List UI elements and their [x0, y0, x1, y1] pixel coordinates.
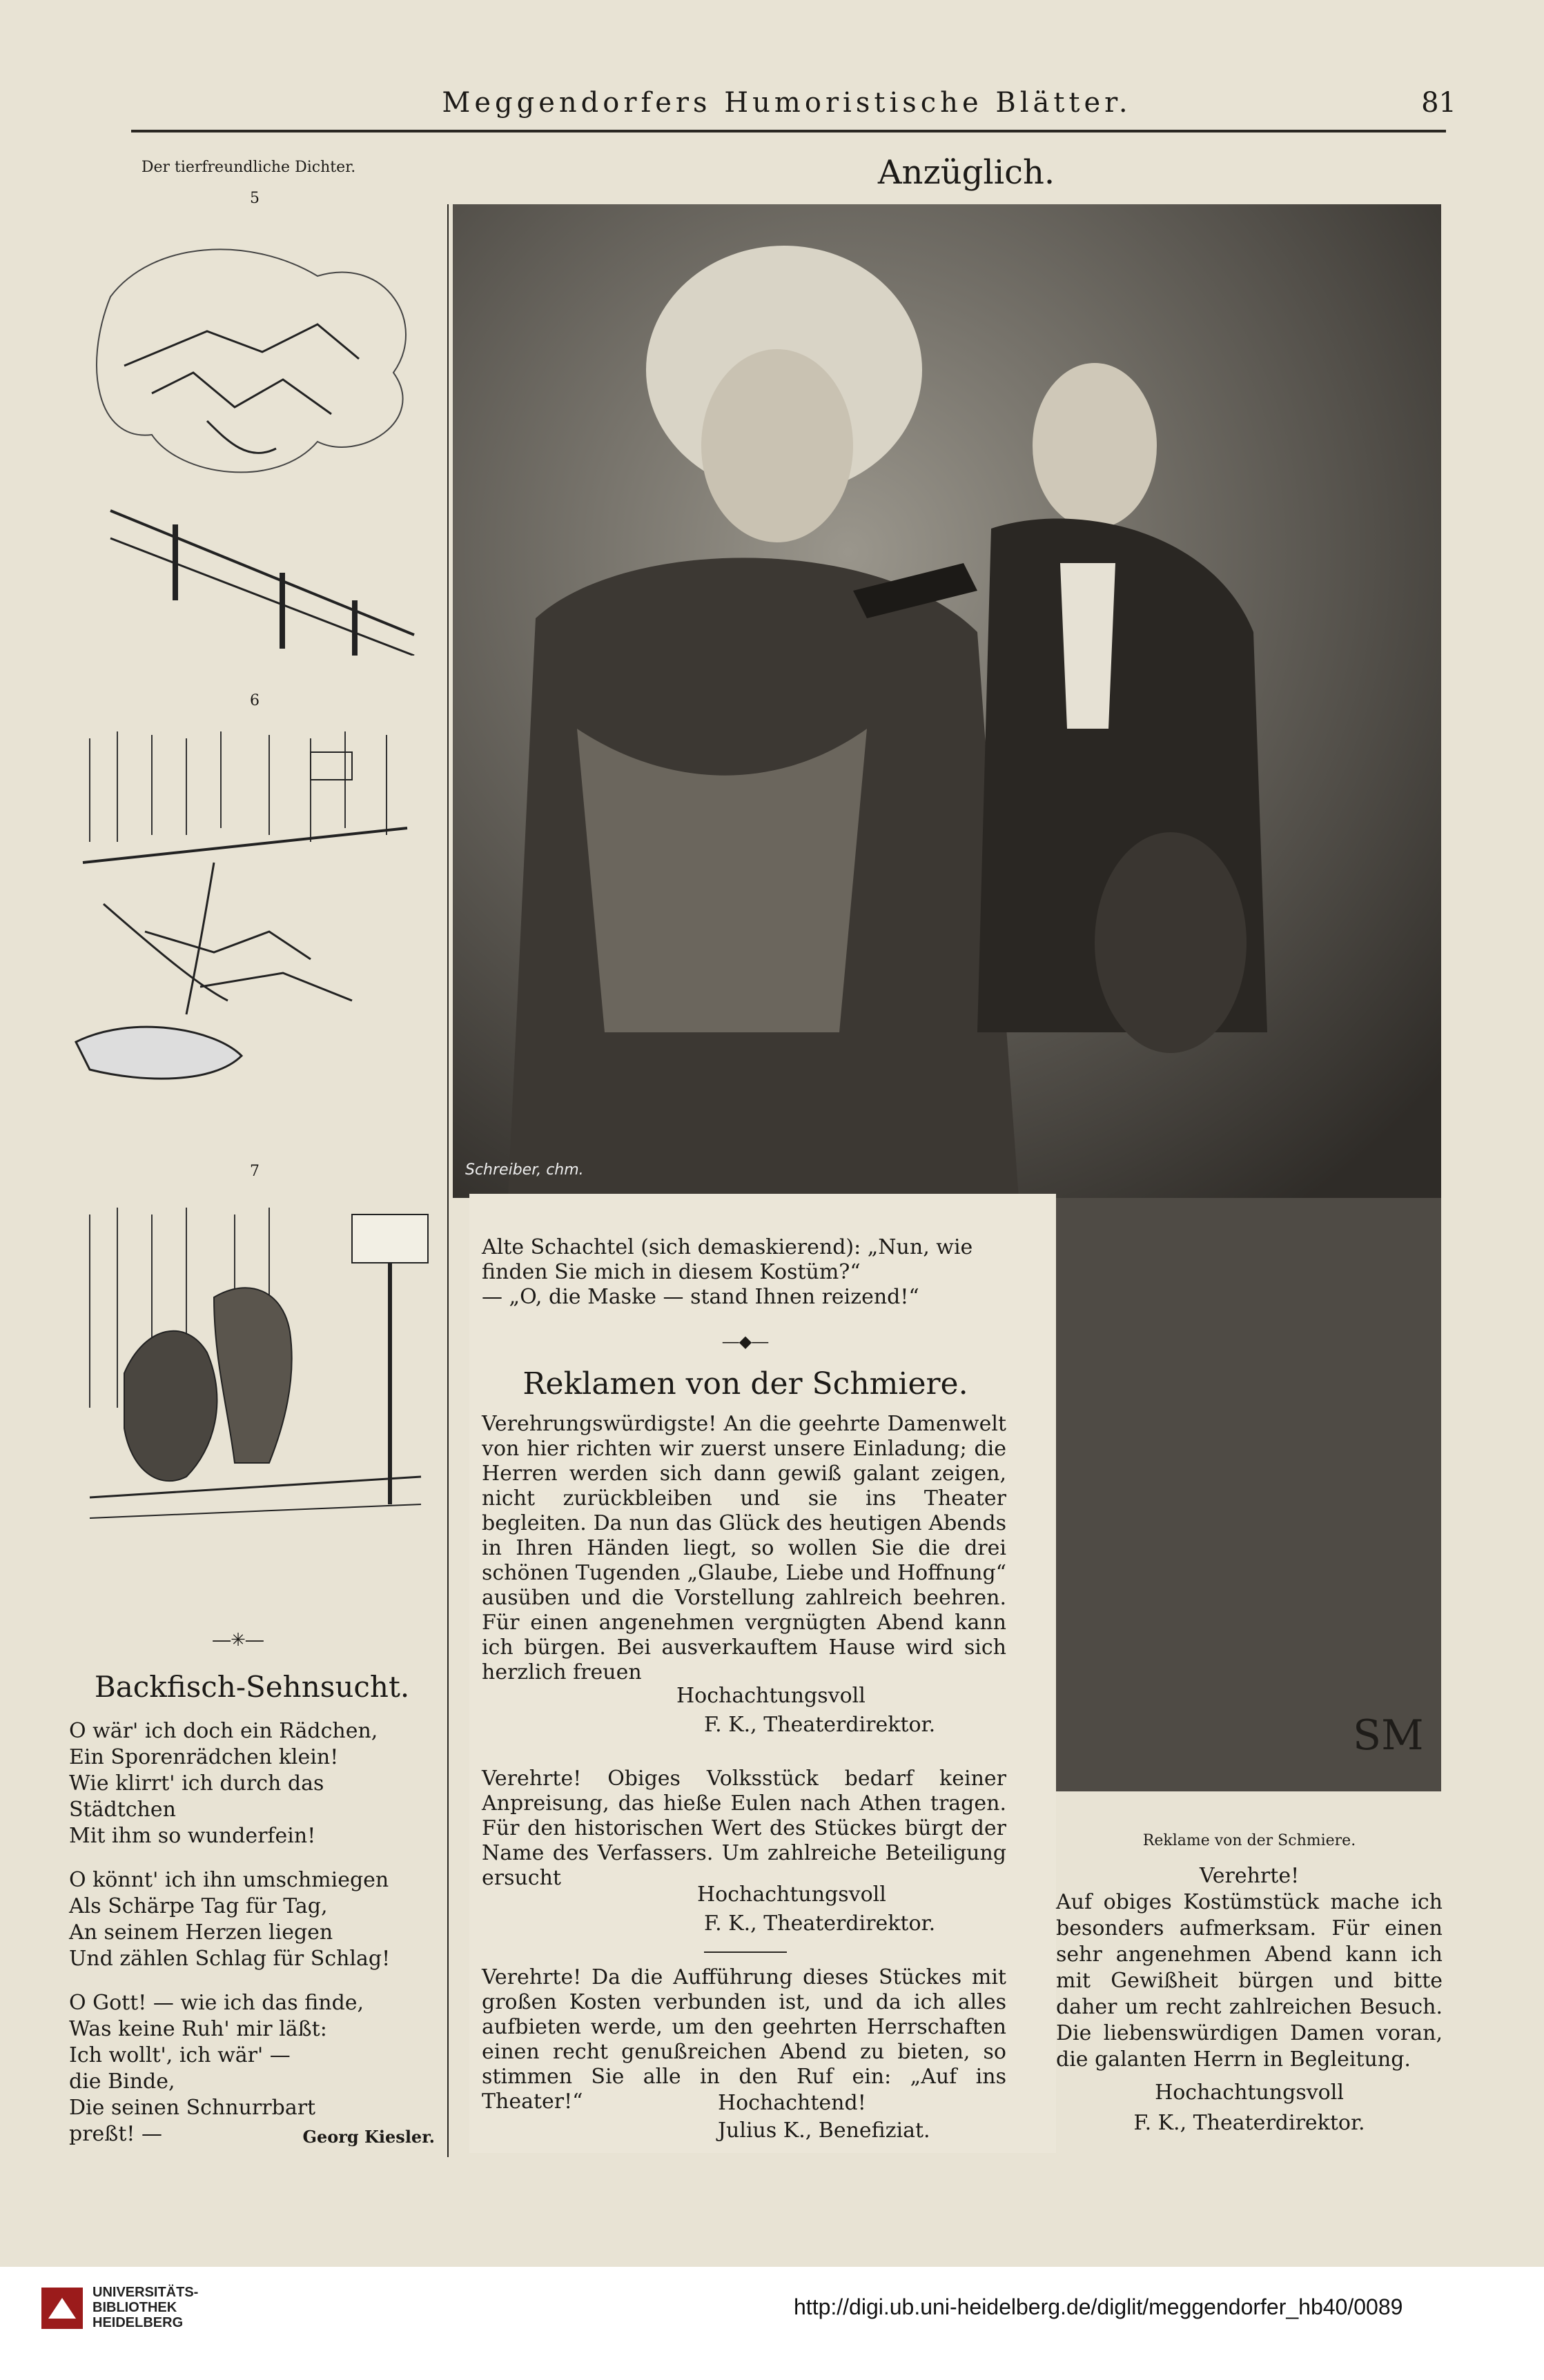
poem-author: Georg Kiesler. — [302, 2127, 435, 2147]
dialogue-line-2: — „O, die Maske — stand Ihnen reizend!“ — [482, 1285, 919, 1309]
monogram: SM — [1353, 1711, 1424, 1760]
reklame-1-text: Verehrungswürdigste! An die geehrte Damenwelt von hier richten wir zuerst unsere Einladung; die Herren werden sich dann gewiß galant zeigen, nicht zurückbleiben und sie ins Theater begleiten. Da nun das Glück des heutigen Abends in Ihren Händen liegt, so wollen Sie die drei schönen Tugenden „Glaube, Liebe und Hoffnung“ ausüben und die Vorstellung zahlreich beehren. Für einen angenehmen vergnügten Abend kann ich bürgen. Bei ausverkauftem Hause wird sich herzlich freuen — [482, 1412, 1006, 1684]
reklame-3-signature: Julius K., Benefiziat. — [718, 2118, 930, 2143]
right-signature: F. K., Theaterdirektor. — [1133, 2111, 1365, 2135]
main-title: Anzüglich. — [877, 153, 1055, 192]
short-divider — [704, 1951, 787, 1953]
panel-number-6: 6 — [250, 692, 260, 709]
page-number: 81 — [1421, 87, 1456, 119]
poem-title: Backfisch-Sehnsucht. — [94, 1670, 410, 1704]
reklamen-title: Reklamen von der Schmiere. — [522, 1366, 968, 1402]
source-url-link[interactable]: http://digi.ub.uni-heidelberg.de/diglit/meggendorfer_hb40/0089 — [794, 2294, 1403, 2319]
goose-sketch-1 — [69, 214, 435, 656]
poem-stanza-2: O könnt' ich ihn umschmiegen Als Schärpe Tag für Tag, An seinem Herzen liegen Und zählen Schlag für Schlag! — [69, 1868, 391, 1971]
reklame-2-closing: Hochachtungsvoll — [697, 1882, 886, 1907]
masthead-rule — [131, 130, 1446, 132]
ornament-left: ―✳― — [213, 1630, 264, 1651]
masthead-title: Meggendorfers Humoristische Blätter. — [442, 87, 1132, 119]
library-logo[interactable] — [41, 2281, 290, 2336]
logo-line-3: HEIDELBERG — [92, 2315, 184, 2330]
masthead — [131, 83, 1456, 124]
logo-line-1: UNIVERSITÄTS- — [92, 2285, 199, 2300]
right-salutation: Verehrte! — [1199, 1864, 1300, 1888]
art-lower-extension — [1056, 1198, 1441, 1791]
illustration-masked-couple — [453, 204, 1441, 1198]
poem-stanza-1: O wär' ich doch ein Rädchen, Ein Sporenrädchen klein! Wie klirrt' ich durch das Städtchen Mit ihm so wunderfein! — [69, 1719, 378, 1848]
reklame-1-signature: F. K., Theaterdirektor. — [704, 1713, 936, 1737]
illustration-svg — [453, 204, 1441, 1198]
right-caption: Reklame von der Schmiere. — [1142, 1832, 1356, 1849]
dialogue-line-1: Alte Schachtel (sich demaskierend): „Nun, wie finden Sie mich in diesem Kostüm?“ — [482, 1235, 973, 1284]
reklame-2-text: Verehrte! Obiges Volksstück bedarf keiner Anpreisung, das hieße Eulen nach Athen tragen. Für den historischen Wert des Stückes bürgt der Name des Verfassers. Um zahlreiche Beteiligung ersucht — [482, 1767, 1006, 1890]
reklame-3-closing: Hochachtend! — [718, 2091, 866, 2115]
column-rule — [447, 204, 449, 2157]
logo-line-2: BIBLIOTHEK — [92, 2300, 177, 2315]
panel-number-5: 5 — [250, 190, 260, 207]
reklame-3-text: Verehrte! Da die Aufführung dieses Stückes mit großen Kosten verbunden ist, und da ich alles aufbieten werde, um den geehrten Herrschaften einen recht genußreichen Abend zu bieten, so stimmen Sie alle in den Ruf ein: „Auf ins Theater!“ — [482, 1965, 1006, 2114]
goose-sketch-3 — [76, 1201, 435, 1532]
right-body: Auf obiges Kostümstück mache ich besonders aufmerksam. Für einen sehr angenehmen Abend kann ich mit Gewißheit bürgen und bitte daher um recht zahlreichen Besuch. Die liebenswürdigen Damen voran, die galanten Herrn in Begleitung. — [1056, 1890, 1443, 2072]
ornament-divider: ―◆― — [722, 1332, 769, 1351]
poem-stanza-3: O Gott! — wie ich das finde, Was keine Ruh' mir läßt: Ich wollt', ich wär' — die Binde, Die seinen Schnurrbart preßt! — — [69, 1991, 364, 2146]
panel-number-7: 7 — [250, 1163, 260, 1180]
left-caption: Der tierfreundliche Dichter. — [141, 159, 356, 176]
text-inset — [469, 1194, 1056, 2153]
artist-signature: Schreiber, chm. — [465, 1161, 584, 1179]
right-closing: Hochachtungsvoll — [1155, 2081, 1344, 2105]
right-column — [1056, 1863, 1443, 2136]
goose-sketch-2 — [62, 725, 435, 1139]
reklame-2-signature: F. K., Theaterdirektor. — [704, 1911, 936, 1936]
reklame-1-closing: Hochachtungsvoll — [676, 1684, 866, 1708]
library-logo-icon — [41, 2288, 83, 2329]
poem-body — [69, 1718, 435, 2150]
